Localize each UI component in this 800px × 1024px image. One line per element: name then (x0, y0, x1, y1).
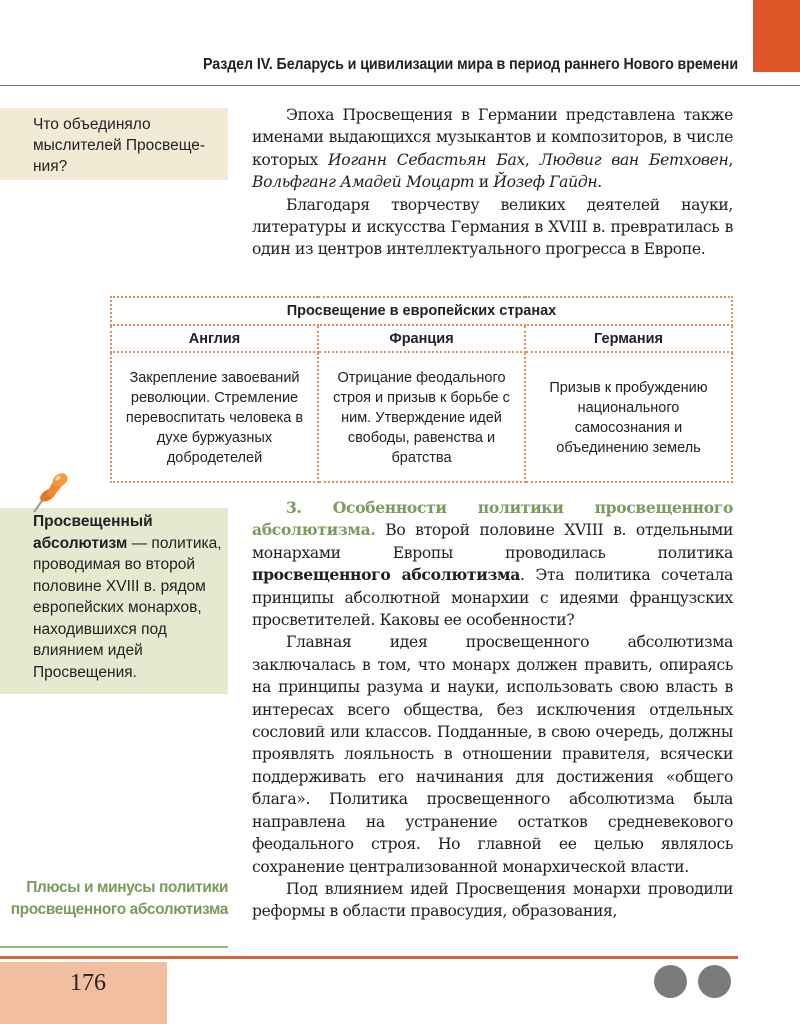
section-3-paragraph-3: Под влиянием идей Просвещения монархи проводили реформы в области правосудия, образования, (252, 879, 733, 921)
table-row (111, 352, 732, 482)
intro-paragraph-2: Благодаря творчеству великих деятелей науки, литературы и искусства Германия в XVIII в. превратилась в один из центров интеллектуального прогресса в Европе. (252, 195, 733, 259)
cell-france: Отрицание феодального строя и призыв к борьбе с ним. Утверждение идей свободы, равенства и братства (318, 352, 525, 482)
table-title: Просвещение в европейских странах (111, 297, 732, 325)
corner-tab (753, 0, 800, 72)
intro-text: Эпоха Просвещения в Германии представлена также именами выдающихся музыкантов и композиторов, в числе которых (252, 106, 733, 169)
composer-name: Йозеф Гайдн (493, 173, 598, 192)
composer-name: Вольфганг Амадей Моцарт (252, 173, 475, 192)
definition-term: Просвещенный абсолютизм (33, 513, 153, 552)
intro-section (252, 104, 733, 261)
dot-marker (698, 965, 731, 998)
definition-dash: — (127, 534, 152, 552)
definition-text: политика, проводимая во второй половине XVIII в. рядом европейских монархов, находившихся под влиянием идей Просвещения. (33, 534, 222, 681)
question-box (0, 108, 228, 180)
question-text: Что объединяло мыслителей Просвеще-ния? (33, 116, 206, 175)
intro-paragraph-1 (252, 104, 733, 194)
running-header: Раздел IV. Беларусь и цивилизации мира в период раннего Нового времени (202, 56, 739, 73)
column-header-england: Англия (111, 325, 318, 352)
separator: , (728, 150, 734, 169)
composer-name: Людвиг ван Бетховен (539, 150, 729, 169)
margin-divider (0, 946, 228, 948)
dot-marker (654, 965, 687, 998)
period: . (597, 173, 602, 192)
margin-note: Плюсы и минусы политики просвещенного абсолютизма (10, 879, 228, 918)
section-text: . Эта политика сочетала принципы абсолютной монархии с идеями французских просветителей. Каковы ее особенности? (252, 566, 734, 630)
composer-name: Иоганн Себастьян Бах (328, 150, 525, 169)
conjunction: и (474, 173, 494, 192)
section-text: Во второй половине XVIII в. отдельными монархами Европы проводилась политика (252, 521, 733, 562)
definition-box (0, 508, 228, 694)
column-header-germany: Германия (525, 325, 732, 352)
enlightenment-table (110, 296, 733, 483)
footer-divider (0, 956, 738, 959)
section-3-paragraph-2: Главная идея просвещенного абсолютизма заключалась в том, что монарх должен править, опираясь на принципы разума и науки, использовать свою власть в интересах всего общества, без исключения отдельных сословий или классов. Подданные, в свою очередь, должны проявлять лояльность в отношении правителя, всячески поддерживать его начинания для достижения «общего блага». Политика просвещенного абсолютизма была направлена на устранение остатков средневекового феодального строя. Но главной ее целью являлось сохранение централизованной монархической власти. (252, 633, 733, 876)
section-heading: 3. Особенности политики просвещенного абсолютизма. (252, 498, 733, 540)
column-header-france: Франция (318, 325, 525, 352)
section-3 (252, 497, 733, 923)
header-divider (0, 85, 800, 86)
pushpin-icon (24, 468, 74, 518)
section-3-paragraph-1 (252, 497, 733, 631)
cell-germany: Призыв к пробуждению национального самосознания и объединению земель (525, 352, 732, 482)
page-number: 176 (70, 970, 106, 996)
key-term: просвещенного абсолютизма (252, 565, 520, 585)
separator: , (524, 150, 540, 169)
cell-england: Закрепление завоеваний революции. Стремление перевоспитать человека в духе буржуазных добродетелей (111, 352, 318, 482)
